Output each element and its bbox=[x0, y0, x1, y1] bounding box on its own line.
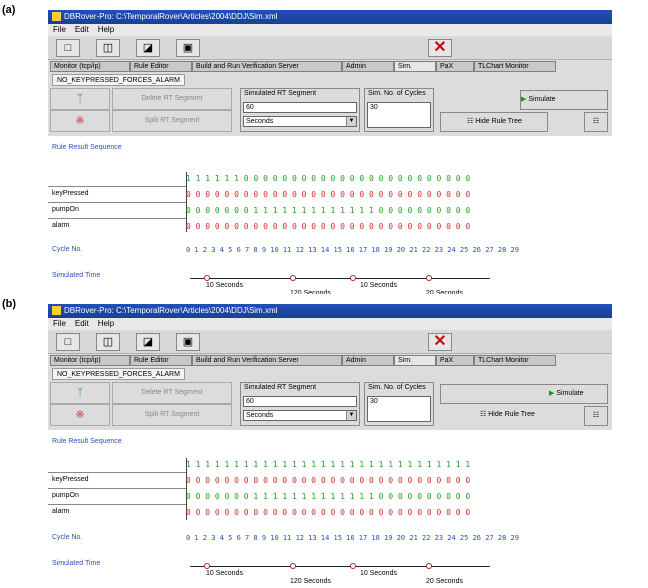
tree-icon: ☷ bbox=[480, 411, 487, 418]
time-label: 10 Seconds bbox=[360, 282, 397, 289]
app-icon bbox=[52, 306, 61, 315]
open-folder-button[interactable]: ◫ bbox=[96, 39, 120, 57]
hide-rule-tree-label: Hide Rule Tree bbox=[475, 118, 522, 125]
sim-rt-unit-value: Seconds bbox=[246, 118, 274, 125]
sim-rt-segment-group bbox=[240, 88, 360, 132]
panel-b bbox=[0, 296, 612, 588]
simulated-time-label: Simulated Time bbox=[52, 272, 101, 279]
tab-strip bbox=[48, 60, 612, 73]
tree-view-icon: ☷ bbox=[592, 118, 600, 125]
row-label-keypressed: keyPressed bbox=[52, 190, 89, 197]
sim-cycles-input[interactable]: 30 bbox=[367, 102, 431, 128]
simulate-button[interactable] bbox=[520, 90, 608, 110]
timeline-axis bbox=[190, 278, 490, 279]
tree-view-button[interactable] bbox=[584, 112, 608, 132]
menu-file[interactable]: File bbox=[53, 25, 66, 34]
sim-rt-unit-value: Seconds bbox=[246, 412, 274, 419]
menu-bar bbox=[48, 24, 612, 36]
tab-sim[interactable]: Sim. bbox=[394, 61, 436, 72]
time-label: 120 Seconds bbox=[290, 290, 331, 294]
split-icon[interactable]: ᛉ bbox=[50, 88, 110, 110]
time-marker[interactable] bbox=[426, 563, 432, 569]
sim-cycles-group bbox=[364, 88, 434, 132]
row-sequence-alarm: 0 0 0 0 0 0 0 0 0 0 0 0 0 0 0 0 0 0 0 0 0 0 0 0 0 0 0 0 0 0 bbox=[186, 508, 471, 517]
time-marker[interactable] bbox=[204, 563, 210, 569]
time-marker[interactable] bbox=[290, 275, 296, 281]
row-sequence-pumpon: 0 0 0 0 0 0 0 1 1 1 1 1 1 1 1 1 1 1 1 1 0 0 0 0 0 0 0 0 0 0 bbox=[186, 206, 471, 215]
open-folder-button[interactable]: ◫ bbox=[96, 333, 120, 351]
merge-icon[interactable]: ※ bbox=[50, 110, 110, 132]
window-title: DBRover-Pro: C:\TemporalRover\Articles\2004\DDJ\Sim.xml bbox=[64, 306, 278, 315]
sim-rt-segment-label: Simulated RT Segment bbox=[244, 90, 317, 97]
sim-cycles-group bbox=[364, 382, 434, 426]
result-sequence: 1 1 1 1 1 1 0 0 0 0 0 0 0 0 0 0 0 0 0 0 0 0 0 0 0 0 0 0 0 0 bbox=[186, 174, 471, 183]
app-window bbox=[48, 10, 612, 294]
time-label: 10 Seconds bbox=[360, 570, 397, 577]
merge-icon[interactable]: ※ bbox=[50, 404, 110, 426]
time-marker[interactable] bbox=[204, 275, 210, 281]
row-sequence-keypressed: 0 0 0 0 0 0 0 0 0 0 0 0 0 0 0 0 0 0 0 0 0 0 0 0 0 0 0 0 0 0 bbox=[186, 476, 471, 485]
delete-rt-segment-button[interactable]: Delete RT Segment bbox=[112, 88, 232, 110]
time-marker[interactable] bbox=[350, 563, 356, 569]
time-marker[interactable] bbox=[350, 275, 356, 281]
tab-build-run[interactable]: Build and Run Verification Server bbox=[192, 355, 342, 366]
cycle-numbers: 0 1 2 3 4 5 6 7 8 9 10 11 12 13 14 15 16 17 18 19 20 21 22 23 24 25 26 27 28 29 bbox=[186, 246, 519, 254]
sim-rt-segment-label: Simulated RT Segment bbox=[244, 384, 317, 391]
new-file-button[interactable]: □ bbox=[56, 333, 80, 351]
sim-rt-segment-group bbox=[240, 382, 360, 426]
row-line bbox=[48, 218, 186, 219]
simulate-label: Simulate bbox=[556, 390, 584, 397]
row-label-alarm: alarm bbox=[52, 508, 70, 515]
tab-admin[interactable]: Admin bbox=[342, 355, 394, 366]
tab-tlchart[interactable]: TLChart Monitor bbox=[474, 61, 556, 72]
tree-icon: ☷ bbox=[467, 118, 474, 125]
sim-cycles-input[interactable]: 30 bbox=[367, 396, 431, 422]
timeline-axis bbox=[190, 566, 490, 567]
tab-pax[interactable]: PaX bbox=[436, 61, 474, 72]
cycle-label: Cycle No. bbox=[52, 534, 83, 541]
row-line bbox=[48, 472, 186, 473]
play-icon: ▶ bbox=[521, 96, 527, 103]
sim-rt-unit-select[interactable] bbox=[243, 410, 357, 421]
menu-help[interactable]: Help bbox=[97, 319, 115, 328]
simulate-button[interactable] bbox=[440, 384, 608, 404]
split-rt-segment-button[interactable]: Split RT Segment bbox=[112, 110, 232, 132]
cycle-label: Cycle No. bbox=[52, 246, 83, 253]
tab-sim[interactable]: Sim. bbox=[394, 355, 436, 366]
close-x-button[interactable]: ✕ bbox=[428, 39, 452, 57]
row-label-pumpon: pumpOn bbox=[52, 206, 79, 213]
chevron-down-icon[interactable]: ▼ bbox=[346, 117, 356, 126]
time-label: 10 Seconds bbox=[206, 282, 243, 289]
save-button[interactable]: ▣ bbox=[176, 39, 200, 57]
sequence-area bbox=[48, 430, 612, 588]
time-label: 10 Seconds bbox=[206, 570, 243, 577]
menu-help[interactable]: Help bbox=[97, 25, 115, 34]
sim-cycles-label: Sim. No. of Cycles bbox=[368, 384, 426, 391]
simulated-time-label: Simulated Time bbox=[52, 560, 101, 567]
row-label-alarm: alarm bbox=[52, 222, 70, 229]
time-label: 20 Seconds bbox=[426, 578, 463, 585]
app-window bbox=[48, 304, 612, 588]
time-marker[interactable] bbox=[290, 563, 296, 569]
tab-rule-editor[interactable]: Rule Editor bbox=[130, 355, 192, 366]
tree-view-icon: ☷ bbox=[592, 412, 600, 419]
title-bar bbox=[48, 304, 612, 318]
panel-tag: (b) bbox=[2, 298, 17, 310]
time-marker[interactable] bbox=[426, 275, 432, 281]
simulate-label: Simulate bbox=[528, 96, 556, 103]
sim-rt-unit-select[interactable] bbox=[243, 116, 357, 127]
hide-rule-tree-button[interactable] bbox=[440, 406, 580, 426]
hide-rule-tree-button[interactable] bbox=[440, 112, 548, 132]
split-rt-segment-button[interactable]: Split RT Segment bbox=[112, 404, 232, 426]
rule-result-label: Rule Result Sequence bbox=[52, 438, 122, 445]
menu-edit[interactable]: Edit bbox=[74, 25, 89, 34]
save-button[interactable]: ▣ bbox=[176, 333, 200, 351]
tab-strip bbox=[48, 354, 612, 367]
window-title: DBRover-Pro: C:\TemporalRover\Articles\2004\DDJ\Sim.xml bbox=[64, 12, 278, 21]
cycle-numbers: 0 1 2 3 4 5 6 7 8 9 10 11 12 13 14 15 16 17 18 19 20 21 22 23 24 25 26 27 28 29 bbox=[186, 534, 519, 542]
sim-controls bbox=[48, 382, 612, 430]
open-project-button[interactable]: ◪ bbox=[136, 333, 160, 351]
panel-a bbox=[0, 0, 612, 294]
play-icon: ▶ bbox=[549, 390, 555, 397]
row-line bbox=[48, 504, 186, 505]
sim-rt-segment-input[interactable]: 60 bbox=[243, 102, 357, 113]
row-sequence-pumpon: 0 0 0 0 0 0 0 1 1 1 1 1 1 1 1 1 1 1 1 1 0 0 0 0 0 0 0 0 0 0 bbox=[186, 492, 471, 501]
sim-controls bbox=[48, 88, 612, 136]
title-bar bbox=[48, 10, 612, 24]
row-line bbox=[48, 202, 186, 203]
result-sequence: 1 1 1 1 1 1 1 1 1 1 1 1 1 1 1 1 1 1 1 1 1 1 1 1 1 1 1 1 1 1 bbox=[186, 460, 471, 469]
rule-tab[interactable]: NO_KEYPRESSED_FORCES_ALARM bbox=[52, 368, 185, 380]
tab-monitor[interactable]: Monitor (tcp/ip) bbox=[50, 355, 130, 366]
menu-file[interactable]: File bbox=[53, 319, 66, 328]
time-label: 20 Seconds bbox=[426, 290, 463, 294]
toolbar bbox=[48, 37, 612, 60]
open-project-button[interactable]: ◪ bbox=[136, 39, 160, 57]
menu-bar bbox=[48, 318, 612, 330]
row-sequence-alarm: 0 0 0 0 0 0 0 0 0 0 0 0 0 0 0 0 0 0 0 0 0 0 0 0 0 0 0 0 0 0 bbox=[186, 222, 471, 231]
tab-rule-editor[interactable]: Rule Editor bbox=[130, 61, 192, 72]
sequence-area bbox=[48, 136, 612, 294]
delete-rt-segment-button[interactable]: Delete RT Segment bbox=[112, 382, 232, 404]
time-label: 120 Seconds bbox=[290, 578, 331, 585]
tab-build-run[interactable]: Build and Run Verification Server bbox=[192, 61, 342, 72]
row-label-keypressed: keyPressed bbox=[52, 476, 89, 483]
chevron-down-icon[interactable]: ▼ bbox=[346, 411, 356, 420]
tree-view-button[interactable] bbox=[584, 406, 608, 426]
close-x-button[interactable]: ✕ bbox=[428, 333, 452, 351]
menu-edit[interactable]: Edit bbox=[74, 319, 89, 328]
row-line bbox=[48, 186, 186, 187]
rule-result-label: Rule Result Sequence bbox=[52, 144, 122, 151]
tab-admin[interactable]: Admin bbox=[342, 61, 394, 72]
row-sequence-keypressed: 0 0 0 0 0 0 0 0 0 0 0 0 0 0 0 0 0 0 0 0 0 0 0 0 0 0 0 0 0 0 bbox=[186, 190, 471, 199]
panel-tag: (a) bbox=[2, 4, 16, 16]
new-file-button[interactable]: □ bbox=[56, 39, 80, 57]
row-label-pumpon: pumpOn bbox=[52, 492, 79, 499]
toolbar bbox=[48, 331, 612, 354]
hide-rule-tree-label: Hide Rule Tree bbox=[488, 411, 535, 418]
tab-pax[interactable]: PaX bbox=[436, 355, 474, 366]
split-icon[interactable]: ᛉ bbox=[50, 382, 110, 404]
row-line bbox=[48, 488, 186, 489]
tab-tlchart[interactable]: TLChart Monitor bbox=[474, 355, 556, 366]
sim-rt-segment-input[interactable]: 60 bbox=[243, 396, 357, 407]
tab-monitor[interactable]: Monitor (tcp/ip) bbox=[50, 61, 130, 72]
sim-cycles-label: Sim. No. of Cycles bbox=[368, 90, 426, 97]
app-icon bbox=[52, 12, 61, 21]
rule-tab[interactable]: NO_KEYPRESSED_FORCES_ALARM bbox=[52, 74, 185, 86]
